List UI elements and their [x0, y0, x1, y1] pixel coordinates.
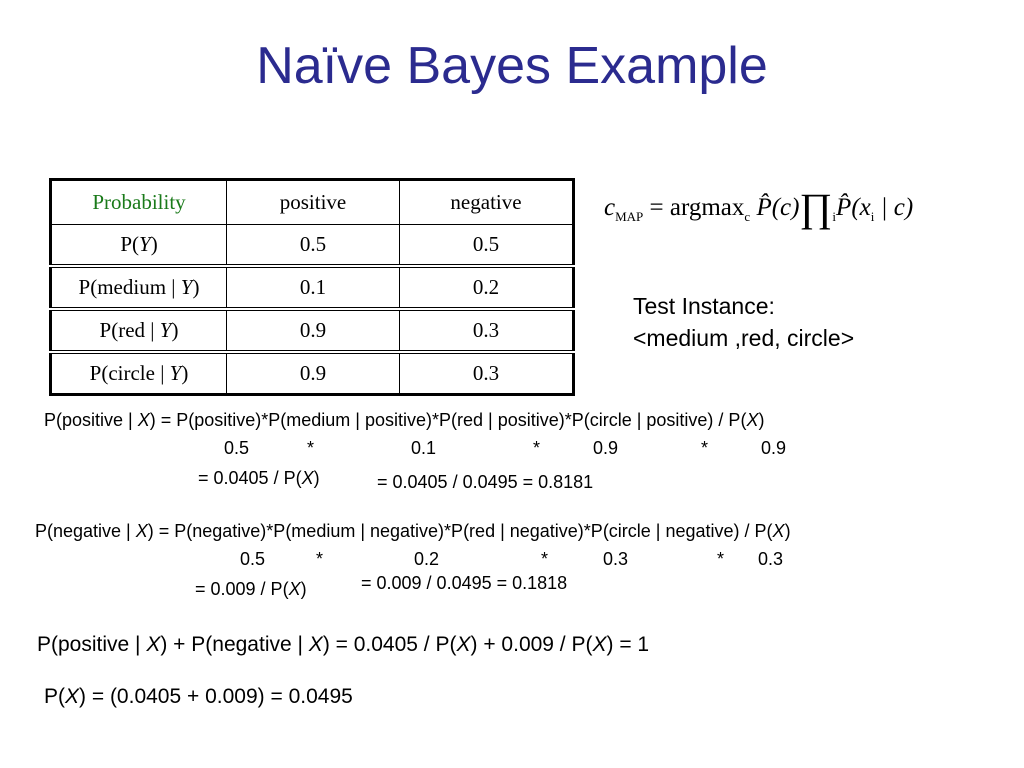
eq-var: X — [772, 521, 785, 541]
negative-num: * — [717, 549, 725, 569]
row-label-var: Y — [159, 318, 172, 342]
row-label — [51, 266, 227, 309]
eq-text: ) — [300, 579, 307, 599]
eq-var: X — [137, 410, 150, 430]
eq-text: ) + 0.009 / P( — [470, 633, 593, 656]
formula-c: c — [604, 194, 616, 221]
cell-positive: 0.1 — [227, 266, 400, 309]
product-symbol: ∏ — [799, 185, 833, 230]
eq-text: ) = 0.0405 / P( — [322, 633, 457, 656]
eq-var: X — [146, 633, 161, 656]
table-row — [51, 225, 574, 267]
cell-positive: 0.9 — [227, 309, 400, 352]
header-negative: negative — [400, 180, 574, 225]
positive-num: * — [533, 438, 541, 458]
positive-num: 0.9 — [593, 438, 619, 458]
row-label-var: Y — [139, 232, 151, 256]
negative-result-value: = 0.009 / 0.0495 = 0.1818 — [361, 573, 568, 593]
table-row — [51, 266, 574, 309]
formula-c-sub: MAP — [615, 209, 644, 224]
table-header-row — [51, 180, 574, 225]
eq-text: ) = P(positive)*P(medium | positive)*P(red | positive)*P(circle | positive) / P( — [149, 410, 747, 430]
eq-text: ) — [758, 410, 765, 430]
row-label — [51, 309, 227, 352]
header-positive: positive — [227, 180, 400, 225]
formula-x-sub: i — [870, 209, 875, 224]
formula-prior: P̂(c) — [750, 194, 800, 221]
eq-var: X — [135, 521, 148, 541]
row-label-text: P(circle | — [89, 361, 170, 385]
row-label — [51, 352, 227, 395]
cell-positive: 0.9 — [227, 352, 400, 395]
positive-num: 0.9 — [761, 438, 787, 458]
cell-negative: 0.3 — [400, 352, 574, 395]
eq-text: P( — [44, 685, 65, 708]
px-equation — [44, 685, 353, 709]
positive-num: 0.5 — [224, 438, 250, 458]
negative-equation — [35, 521, 791, 542]
negative-num: 0.3 — [603, 549, 629, 569]
cell-negative: 0.5 — [400, 225, 574, 267]
negative-result-px — [195, 579, 307, 600]
row-label-text: P( — [120, 232, 139, 256]
eq-var: X — [592, 633, 607, 656]
eq-text: ) + P(negative | — [160, 633, 309, 656]
eq-text: ) — [313, 468, 320, 488]
eq-var: X — [746, 410, 759, 430]
eq-text: = 0.0405 / P( — [198, 468, 302, 488]
test-instance-label: Test Instance: — [633, 293, 775, 319]
cell-negative: 0.2 — [400, 266, 574, 309]
row-label-close: ) — [181, 361, 189, 385]
slide-title: Naïve Bayes Example — [256, 37, 768, 95]
row-label-close: ) — [150, 232, 158, 256]
positive-result-px — [198, 468, 320, 489]
row-label-close: ) — [171, 318, 179, 342]
sum-equation — [37, 633, 649, 657]
eq-var: X — [308, 633, 323, 656]
eq-var: X — [65, 685, 80, 708]
table-row — [51, 352, 574, 395]
header-probability: Probability — [51, 180, 227, 225]
probability-table — [49, 178, 575, 396]
negative-num: 0.2 — [414, 549, 440, 569]
negative-num: 0.3 — [758, 549, 784, 569]
row-label-var: Y — [169, 361, 182, 385]
formula-likelihood-end: | c) — [874, 194, 914, 221]
negative-num: * — [316, 549, 324, 569]
row-label — [51, 225, 227, 267]
eq-text: P(positive | — [37, 633, 147, 656]
cell-positive: 0.5 — [227, 225, 400, 267]
negative-num: * — [541, 549, 549, 569]
eq-text: = 0.009 / P( — [195, 579, 289, 599]
eq-text: P(positive | — [44, 410, 138, 430]
row-label-text: P(medium | — [78, 275, 181, 299]
eq-var: X — [301, 468, 314, 488]
positive-result-value: = 0.0405 / 0.0495 = 0.8181 — [377, 472, 594, 492]
formula-argmax: = argmax — [643, 194, 745, 221]
formula-argmax-sub: c — [744, 209, 751, 224]
eq-text: P(negative | — [35, 521, 136, 541]
eq-var: X — [288, 579, 301, 599]
table-row — [51, 309, 574, 352]
test-instance — [633, 290, 854, 354]
negative-num: 0.5 — [240, 549, 266, 569]
row-label-close: ) — [192, 275, 200, 299]
eq-text: ) = 1 — [606, 633, 650, 656]
row-label-text: P(red | — [99, 318, 160, 342]
positive-equation — [44, 410, 764, 431]
eq-text: ) = (0.0405 + 0.009) = 0.0495 — [79, 685, 353, 708]
test-instance-value: <medium ,red, circle> — [633, 325, 855, 352]
positive-num: * — [307, 438, 315, 458]
map-formula — [604, 184, 913, 231]
eq-text: ) — [784, 521, 791, 541]
formula-likelihood: P̂(x — [836, 194, 871, 221]
cell-negative: 0.3 — [400, 309, 574, 352]
positive-num: 0.1 — [411, 438, 437, 458]
eq-var: X — [456, 633, 471, 656]
formula-prod-sub: i — [832, 209, 837, 224]
row-label-var: Y — [180, 275, 193, 299]
positive-num: * — [701, 438, 709, 458]
eq-text: ) = P(negative)*P(medium | negative)*P(red | negative)*P(circle | negative) / P( — [147, 521, 773, 541]
